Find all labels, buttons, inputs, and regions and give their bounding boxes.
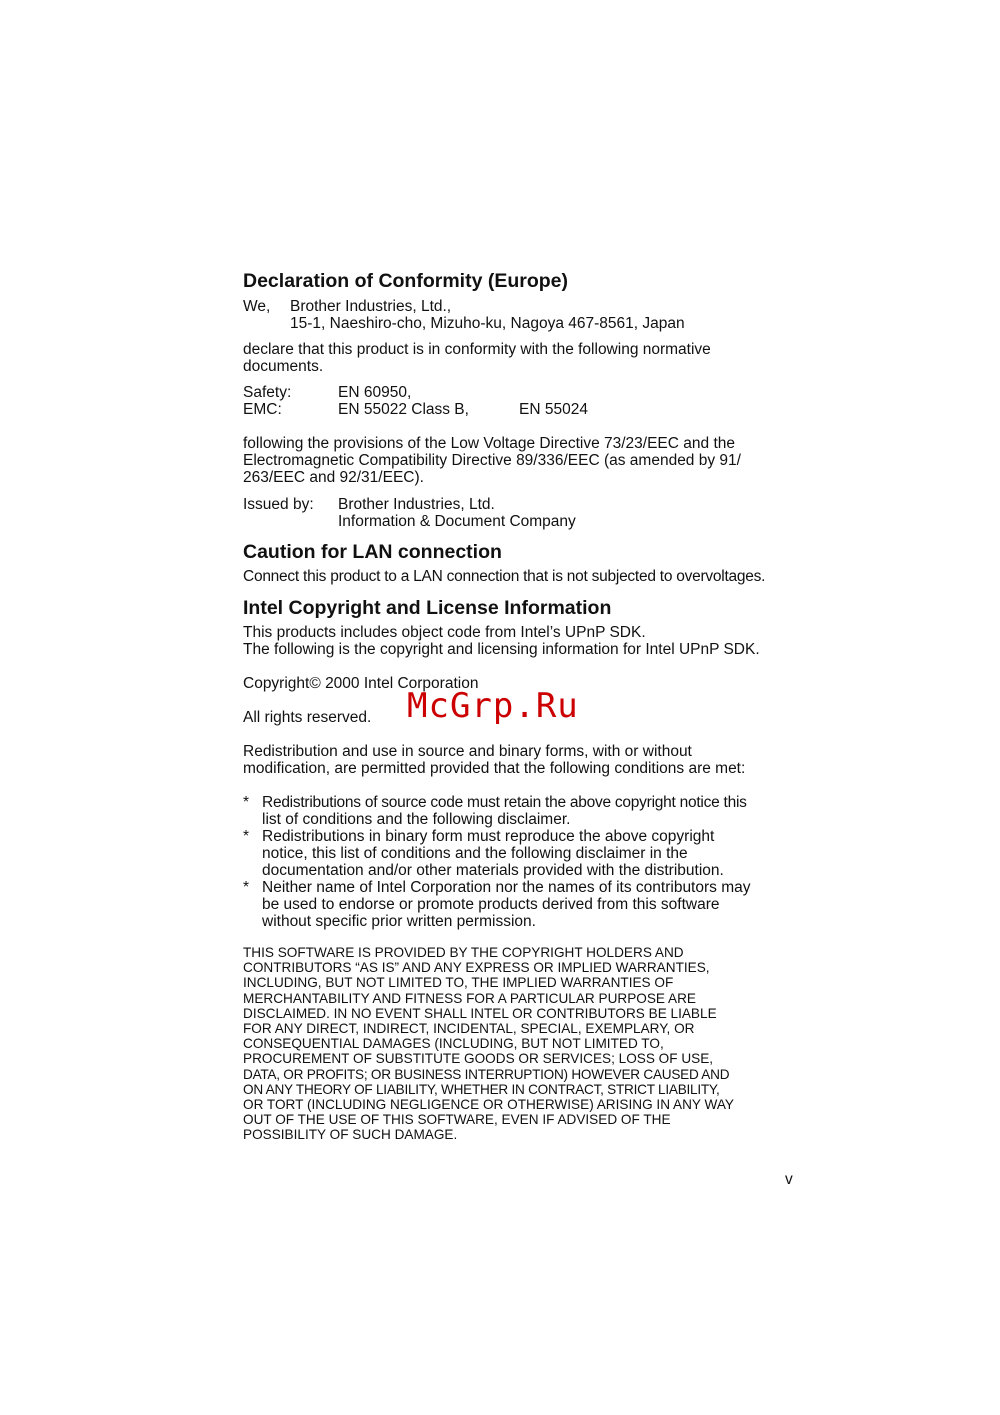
condition-line: Neither name of Intel Corporation nor the names of its contributors may <box>262 879 751 896</box>
intel-heading: Intel Copyright and License Information <box>243 597 612 619</box>
bullet-marker: * <box>243 794 250 811</box>
intel-intro-line-2: The following is the copyright and licensing information for Intel UPnP SDK. <box>243 641 760 658</box>
declaration-heading: Declaration of Conformity (Europe) <box>243 270 569 292</box>
condition-item <box>243 794 803 828</box>
declare-line-1: declare that this product is in conformity with the following normative <box>243 341 711 358</box>
disclaimer-line: MERCHANTABILITY AND FITNESS FOR A PARTICULAR PURPOSE ARE <box>243 990 696 1006</box>
disclaimer-line: DISCLAIMED. IN NO EVENT SHALL INTEL OR CONTRIBUTORS BE LIABLE <box>243 1005 717 1021</box>
caution-heading: Caution for LAN connection <box>243 541 502 563</box>
issued-row-2 <box>243 513 803 530</box>
disclaimer-line: POSSIBILITY OF SUCH DAMAGE. <box>243 1127 458 1143</box>
safety-label: Safety: <box>243 384 292 401</box>
issued-line-2: Information & Document Company <box>338 513 576 530</box>
condition-line: without specific prior written permission. <box>262 913 536 930</box>
condition-line: Redistributions in binary form must reproduce the above copyright <box>262 828 715 845</box>
disclaimer-line: FOR ANY DIRECT, INDIRECT, INCIDENTAL, SPECIAL, EXEMPLARY, OR <box>243 1021 695 1037</box>
redistribution-line-2: modification, are permitted provided that the following conditions are met: <box>243 760 746 777</box>
disclaimer-line: PROCUREMENT OF SUBSTITUTE GOODS OR SERVICES; LOSS OF USE, <box>243 1051 714 1067</box>
disclaimer-line: OUT OF THE USE OF THIS SOFTWARE, EVEN IF ADVISED OF THE <box>243 1112 671 1128</box>
condition-line: list of conditions and the following disclaimer. <box>262 811 571 828</box>
we-label: We, <box>243 298 271 315</box>
condition-item <box>243 879 803 930</box>
provisions-line-1: following the provisions of the Low Voltage Directive 73/23/EEC and the <box>243 435 735 452</box>
company-name: Brother Industries, Ltd., <box>290 298 452 315</box>
declare-line-2: documents. <box>243 358 324 375</box>
caution-text: Connect this product to a LAN connection that is not subjected to overvoltages. <box>243 568 766 585</box>
bullet-marker: * <box>243 879 250 896</box>
emc-row <box>243 401 803 418</box>
provisions-line-2: Electromagnetic Compatibility Directive 89/336/EEC (as amended by 91/ <box>243 452 741 469</box>
issued-row <box>243 496 803 513</box>
disclaimer-line: ON ANY THEORY OF LIABILITY, WHETHER IN CONTRACT, STRICT LIABILITY, <box>243 1081 720 1097</box>
bullet-marker: * <box>243 828 250 845</box>
condition-item <box>243 828 803 879</box>
intel-intro-line-1: This products includes object code from Intel’s UPnP SDK. <box>243 624 646 641</box>
rights-line: All rights reserved. <box>243 709 372 726</box>
condition-line: documentation and/or other materials provided with the distribution. <box>262 862 724 879</box>
emc-label: EMC: <box>243 401 282 418</box>
disclaimer-line: CONTRIBUTORS “AS IS” AND ANY EXPRESS OR IMPLIED WARRANTIES, <box>243 960 710 976</box>
disclaimer-block <box>243 945 803 1143</box>
issued-line-1: Brother Industries, Ltd. <box>338 496 495 513</box>
emc-value-2: EN 55024 <box>519 401 588 418</box>
page-number: v <box>785 1171 793 1188</box>
condition-line: be used to endorse or promote products derived from this software <box>262 896 720 913</box>
redistribution-line-1: Redistribution and use in source and binary forms, with or without <box>243 743 692 760</box>
disclaimer-line: CONSEQUENTIAL DAMAGES (INCLUDING, BUT NOT LIMITED TO, <box>243 1036 664 1052</box>
issued-label: Issued by: <box>243 496 314 513</box>
disclaimer-line: OR TORT (INCLUDING NEGLIGENCE OR OTHERWISE) ARISING IN ANY WAY <box>243 1097 734 1113</box>
disclaimer-line: THIS SOFTWARE IS PROVIDED BY THE COPYRIGHT HOLDERS AND <box>243 945 684 960</box>
condition-line: notice, this list of conditions and the following disclaimer in the <box>262 845 688 862</box>
disclaimer-line: DATA, OR PROFITS; OR BUSINESS INTERRUPTION) HOWEVER CAUSED AND <box>243 1066 730 1082</box>
safety-value: EN 60950, <box>338 384 412 401</box>
emc-value-1: EN 55022 Class B, <box>338 401 469 418</box>
disclaimer-line: INCLUDING, BUT NOT LIMITED TO, THE IMPLIED WARRANTIES OF <box>243 975 674 991</box>
condition-line: Redistributions of source code must retain the above copyright notice this <box>262 794 747 811</box>
copyright-line: Copyright© 2000 Intel Corporation <box>243 675 479 692</box>
provisions-line-3: 263/EEC and 92/31/EEC). <box>243 469 424 486</box>
company-address: 15-1, Naeshiro-cho, Mizuho-ku, Nagoya 467-8561, Japan <box>290 315 685 332</box>
site-watermark: McGrp.Ru <box>407 686 579 726</box>
address-block <box>243 298 803 315</box>
safety-row <box>243 384 803 401</box>
